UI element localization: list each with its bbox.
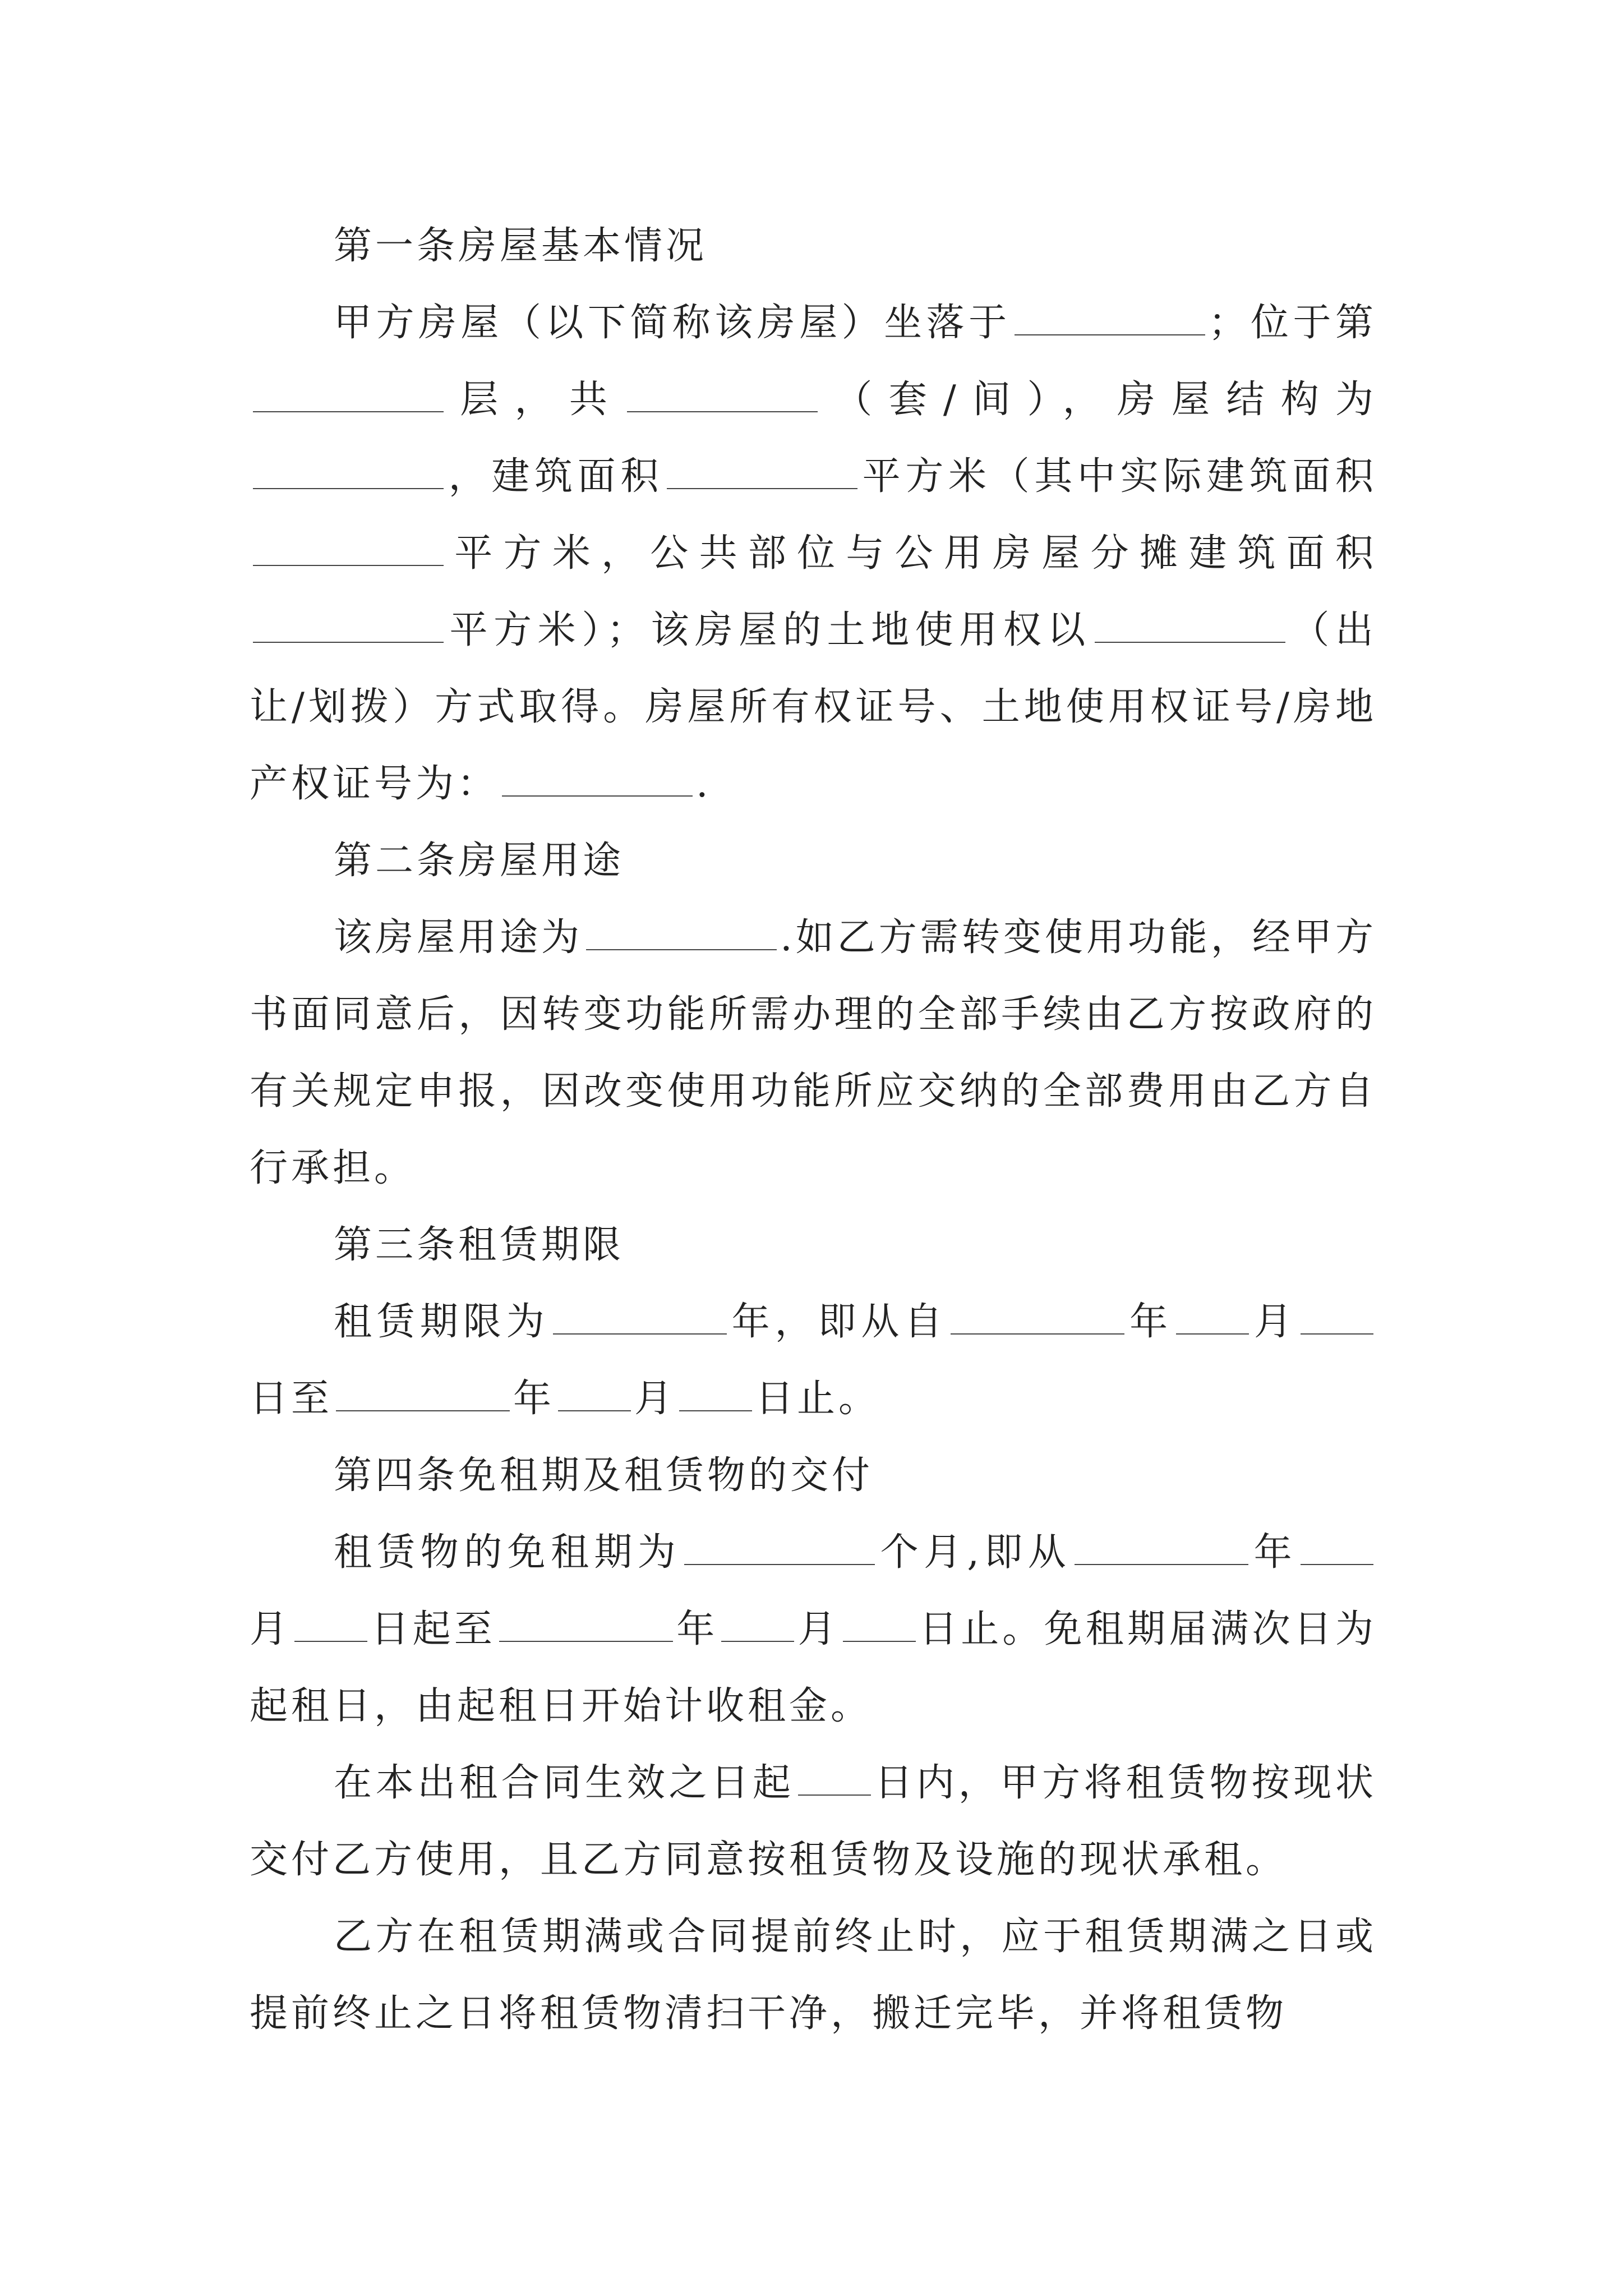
paragraph-house-use	[250, 899, 1377, 1207]
heading-text: 第四条免租期及租赁物的交付	[334, 1453, 874, 1498]
fill-blank[interactable]	[336, 1378, 510, 1411]
text-segment: （套/间），房屋结构为	[821, 378, 1377, 422]
text-segment: （出让/划拨）方式取得。房屋所有权证号、土地使用权证号/房地产权证号为：	[250, 608, 1377, 806]
text-segment: .	[696, 762, 712, 806]
heading-article-1	[250, 208, 1377, 284]
fill-blank[interactable]	[502, 763, 693, 797]
text-segment: 个月,即从	[878, 1530, 1072, 1575]
fill-blank[interactable]	[253, 455, 444, 489]
text-segment: 日止。免租期届满次日为起租日，由起租日开始计收租金。	[250, 1607, 1377, 1728]
text-segment: 月	[1252, 1300, 1297, 1344]
fill-blank[interactable]	[667, 455, 857, 489]
fill-blank[interactable]	[798, 1762, 871, 1796]
text-segment: 层，共	[447, 378, 624, 422]
text-segment: 年	[1252, 1530, 1297, 1575]
fill-blank[interactable]	[1015, 302, 1205, 335]
heading-article-2	[250, 822, 1377, 899]
text-segment: 月	[797, 1607, 840, 1651]
text-segment: 月	[250, 1607, 292, 1651]
fill-blank[interactable]	[253, 532, 444, 566]
paragraph-lease-term	[250, 1283, 1377, 1437]
document-body	[250, 208, 1377, 2052]
text-segment: 租赁期限为	[334, 1300, 550, 1344]
fill-blank[interactable]	[721, 1608, 794, 1642]
fill-blank[interactable]	[253, 379, 444, 412]
text-segment: 日起至	[371, 1607, 496, 1651]
fill-blank[interactable]	[679, 1378, 752, 1411]
fill-blank[interactable]	[294, 1608, 367, 1642]
heading-text: 第一条房屋基本情况	[334, 224, 708, 268]
paragraph-delivery	[250, 1745, 1377, 1898]
text-segment: 日止。	[755, 1377, 880, 1421]
text-segment: 年	[513, 1377, 555, 1421]
text-segment: ，建筑面积	[447, 454, 663, 499]
fill-blank[interactable]	[586, 917, 777, 950]
paragraph-rent-free-period	[250, 1514, 1377, 1745]
text-segment: 平方米，公共部位与公用房屋分摊建筑面积	[447, 531, 1377, 576]
heading-text: 第二条房屋用途	[334, 839, 625, 883]
fill-blank[interactable]	[951, 1301, 1124, 1335]
text-segment: 在本出租合同生效之日起	[334, 1761, 795, 1805]
text-segment: 乙方在租赁期满或合同提前终止时，应于租赁期满之日或提前终止之日将租赁物清扫干净，搬迁完毕，并将租赁物	[250, 1915, 1377, 2036]
text-segment: 年	[1128, 1300, 1173, 1344]
text-segment: 月	[634, 1377, 676, 1421]
heading-article-4	[250, 1437, 1377, 1514]
paragraph-house-info	[250, 284, 1377, 822]
text-segment: 年	[676, 1607, 718, 1651]
fill-blank[interactable]	[553, 1301, 727, 1335]
fill-blank[interactable]	[1075, 1531, 1248, 1565]
fill-blank[interactable]	[1301, 1301, 1373, 1335]
fill-blank[interactable]	[684, 1531, 875, 1565]
fill-blank[interactable]	[1095, 609, 1285, 643]
text-segment: 日至	[250, 1377, 333, 1421]
text-segment: ；位于第	[1208, 301, 1377, 345]
heading-article-3	[250, 1207, 1377, 1283]
fill-blank[interactable]	[627, 379, 818, 412]
text-segment: 该房屋用途为	[334, 915, 583, 960]
text-segment: 日内，甲方将租赁物按现状交付乙方使用，且乙方同意按租赁物及设施的现状承租。	[250, 1761, 1377, 1882]
text-segment: 平方米（其中实际建筑面积	[861, 454, 1377, 499]
fill-blank[interactable]	[1301, 1531, 1373, 1565]
fill-blank[interactable]	[1176, 1301, 1249, 1335]
fill-blank[interactable]	[253, 609, 444, 643]
paragraph-lease-end	[250, 1898, 1377, 2052]
text-segment: 年，即从自	[730, 1300, 948, 1344]
fill-blank[interactable]	[558, 1378, 631, 1411]
text-segment: 甲方房屋（以下简称该房屋）坐落于	[334, 301, 1011, 345]
heading-text: 第三条租赁期限	[334, 1223, 625, 1267]
fill-blank[interactable]	[499, 1608, 673, 1642]
text-segment: 租赁物的免租期为	[334, 1530, 681, 1575]
text-segment: .如乙方需转变使用功能，经甲方书面同意后，因转变功能所需办理的全部手续由乙方按政府的有关规定申报，因改变使用功能所应交纳的全部费用由乙方自行承担。	[250, 915, 1377, 1190]
text-segment: 平方米）；该房屋的土地使用权以	[447, 608, 1091, 652]
fill-blank[interactable]	[843, 1608, 916, 1642]
